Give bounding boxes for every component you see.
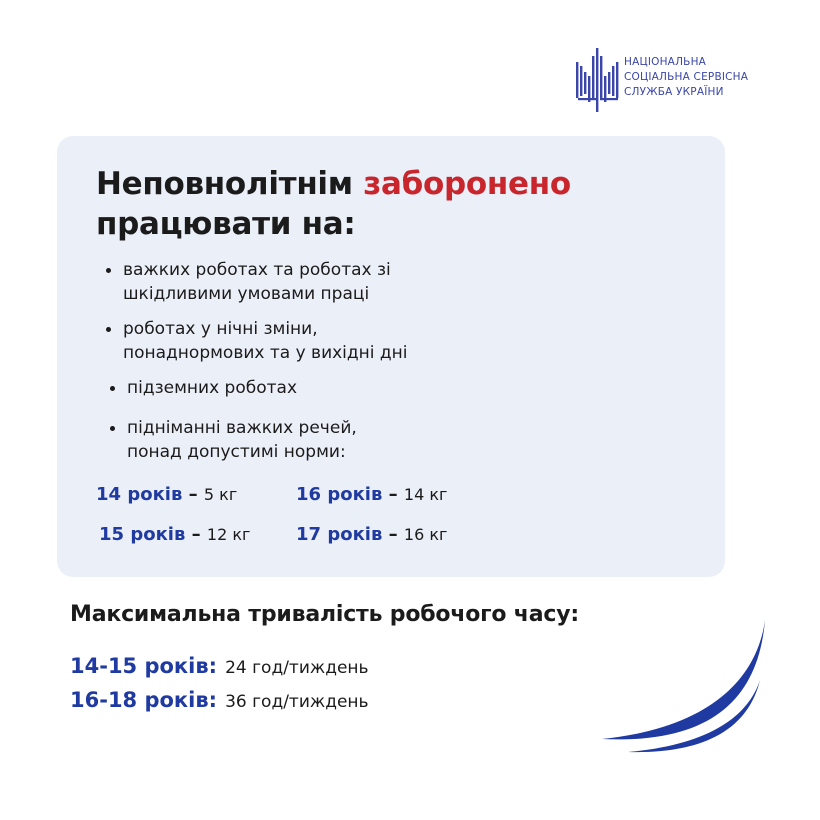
- weight-dash: –: [382, 524, 404, 545]
- list-item: [103, 258, 523, 306]
- weight-limit-item: [99, 523, 250, 547]
- weight-age: 14 років: [96, 484, 183, 505]
- nssu-logo: [574, 46, 794, 116]
- list-item-line: понаднормових та у вихідні дні: [123, 343, 408, 363]
- weight-value: 5 кг: [203, 485, 238, 504]
- list-item-line: шкідливими умовами праці: [123, 284, 370, 304]
- heading-text: Неповнолітнім: [96, 166, 364, 202]
- max-hours-title: Максимальна тривалість робочого часу:: [70, 602, 579, 627]
- logo-text: [624, 55, 748, 100]
- logo-line: СЛУЖБА УКРАЇНИ: [624, 86, 724, 98]
- hours-row: [70, 651, 369, 685]
- list-item-line: важких роботах та роботах зі: [123, 260, 391, 280]
- list-item-line: підніманні важких речей,: [127, 418, 357, 438]
- bullet-icon: [110, 426, 115, 431]
- card-heading: [96, 164, 571, 244]
- trident-icon: [574, 46, 622, 114]
- bullet-icon: [106, 268, 111, 273]
- heading-accent: заборонено: [363, 166, 571, 202]
- hours-age: 14-15 років:: [70, 654, 218, 678]
- weight-value: 16 кг: [403, 525, 448, 544]
- hours-age: 16-18 років:: [70, 688, 218, 712]
- weight-dash: –: [382, 484, 404, 505]
- weight-limit-item: [96, 483, 237, 507]
- list-item: [103, 317, 523, 365]
- weight-limit-item: [296, 483, 447, 507]
- list-item-line: підземних роботах: [127, 378, 297, 398]
- logo-line: СОЦІАЛЬНА СЕРВІСНА: [624, 71, 749, 83]
- restrictions-list: [103, 258, 523, 475]
- bullet-icon: [106, 327, 111, 332]
- list-item: [103, 376, 523, 400]
- weight-dash: –: [182, 484, 204, 505]
- weight-age: 16 років: [296, 484, 383, 505]
- logo-line: НАЦІОНАЛЬНА: [624, 56, 707, 68]
- decorative-swoosh-icon: [598, 612, 778, 757]
- weight-limits: [96, 483, 516, 553]
- list-item-line: понад допустимі норми:: [127, 442, 346, 462]
- weight-limit-item: [296, 523, 447, 547]
- hours-value: 24 год/тиждень: [225, 658, 369, 678]
- weight-value: 12 кг: [206, 525, 251, 544]
- weight-age: 17 років: [296, 524, 383, 545]
- list-item-line: роботах у нічні зміни,: [123, 319, 318, 339]
- list-item: [103, 416, 523, 464]
- working-hours-list: [70, 651, 369, 719]
- weight-age: 15 років: [99, 524, 186, 545]
- weight-value: 14 кг: [403, 485, 448, 504]
- bullet-icon: [110, 386, 115, 391]
- heading-text-2: працювати на:: [96, 206, 356, 242]
- hours-row: [70, 685, 369, 719]
- hours-value: 36 год/тиждень: [225, 692, 369, 712]
- weight-dash: –: [185, 524, 207, 545]
